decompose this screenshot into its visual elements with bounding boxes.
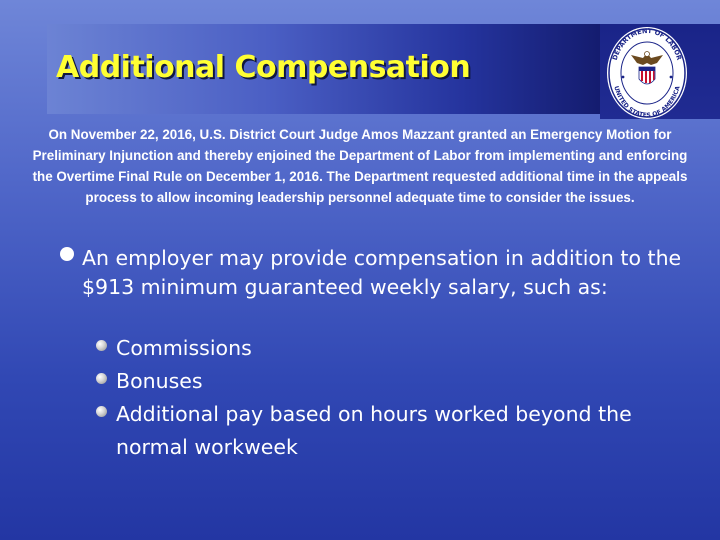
- main-bullet-text: An employer may provide compensation in addition to the $913 minimum guaranteed weekly salary, such as:: [82, 246, 682, 299]
- sub-bullet-text: Commissions: [116, 336, 252, 360]
- slide-title: Additional Compensation: [56, 50, 471, 85]
- department-of-labor-seal-icon: [605, 25, 689, 121]
- sub-bullet-item: [96, 332, 696, 365]
- sphere-bullet-icon: [96, 406, 107, 417]
- sub-bullet-item: [96, 365, 696, 398]
- bullet-dot-icon: [60, 247, 74, 261]
- sub-bullet-item: [96, 398, 696, 464]
- sub-bullet-text: Additional pay based on hours worked beyond the normal workweek: [116, 402, 632, 459]
- seal-bottom-text: UNITED STATES OF AMERICA: [612, 85, 682, 120]
- sub-bullet-text: Bonuses: [116, 369, 203, 393]
- injunction-notice: On November 22, 2016, U.S. District Court Judge Amos Mazzant granted an Emergency Motion for Preliminary Injunction and thereby enjoined the Department of Labor from implementing and enforcing the Overtime Final Rule on December 1, 2016. The Department requested additional time in the appeals process to allow incoming leadership personnel adequate time to consider the issues.: [32, 127, 688, 205]
- sub-bullet-list: [96, 332, 696, 464]
- seal-top-text: DEPARTMENT OF LABOR: [610, 26, 684, 62]
- sphere-bullet-icon: [96, 373, 107, 384]
- sphere-bullet-icon: [96, 340, 107, 351]
